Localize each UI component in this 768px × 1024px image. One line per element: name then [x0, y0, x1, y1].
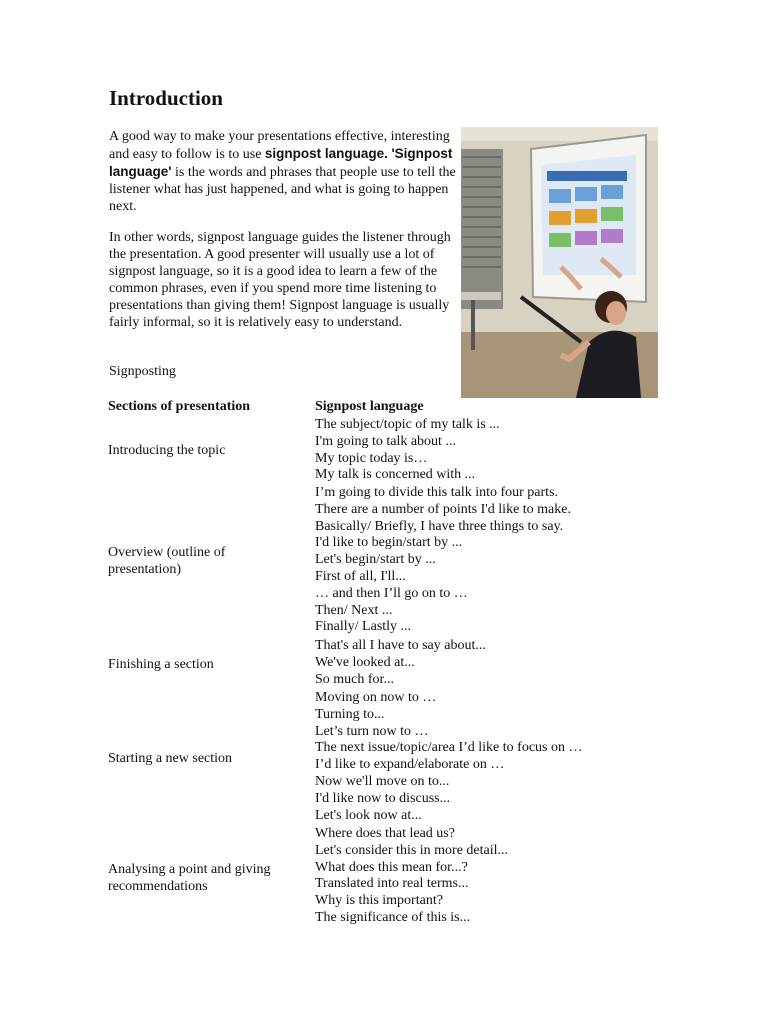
phrase-item: The subject/topic of my talk is ... — [315, 417, 500, 432]
signposting-label: Signposting — [109, 364, 176, 379]
section-label-analysing: Analysing a point and giving recommendations — [108, 862, 271, 894]
intro-text-1: A good way to make your presentations effective, interesting and easy to follow is to use — [109, 129, 450, 162]
phrase-item: Let's consider this in more detail... — [315, 842, 509, 858]
phrase-item: My topic today is… — [315, 450, 428, 466]
section-label-introducing: Introducing the topic — [108, 443, 226, 458]
phrase-item: The significance of this is... — [315, 909, 471, 925]
section-label-starting: Starting a new section — [108, 751, 233, 766]
intro-bold-2: 'Signpost language' — [109, 145, 453, 179]
phrases-introducing — [315, 417, 500, 484]
phrase-item: Finally/ Lastly ... — [315, 619, 412, 635]
phrase-item: I'd like now to discuss... — [315, 790, 451, 806]
phrase-item: Basically/ Briefly, I have three things to say. — [315, 518, 564, 534]
phrase-item: Now we'll move on to... — [315, 773, 450, 789]
table-header-signpost: Signpost language — [315, 399, 424, 414]
phrase-item: My talk is concerned with ... — [315, 467, 476, 483]
section-label-finishing: Finishing a section — [108, 657, 214, 672]
phrase-item: I'd like to begin/start by ... — [315, 535, 463, 551]
phrase-item: So much for... — [315, 671, 394, 687]
phrase-item: I’m going to divide this talk into four parts. — [315, 485, 559, 500]
phrase-item: Let’s turn now to … — [315, 723, 429, 739]
phrase-item: That's all I have to say about... — [315, 638, 486, 653]
phrases-analysing — [315, 826, 508, 927]
phrase-item: Translated into real terms... — [315, 876, 469, 892]
phrase-item: Let's look now at... — [315, 807, 422, 823]
table-header-sections: Sections of presentation — [108, 399, 251, 414]
phrase-item: … and then I’ll go on to … — [315, 585, 468, 601]
phrase-item: What does this mean for...? — [315, 859, 468, 875]
page-title: Introduction — [109, 86, 223, 110]
phrase-item: I'm going to talk about ... — [315, 433, 456, 449]
phrases-overview — [315, 485, 571, 636]
phrase-item: Where does that lead us? — [315, 826, 455, 841]
presenter-photo — [461, 127, 658, 398]
intro-bold-1: signpost language. — [264, 145, 388, 161]
intro-text-3: is the words and phrases that people use to tell the listener what has just happened, and what is going to happen next. — [109, 164, 456, 214]
phrase-item: Turning to... — [315, 706, 385, 722]
phrase-item: We've looked at... — [315, 654, 415, 670]
phrase-item: The next issue/topic/area I’d like to focus on … — [315, 740, 583, 756]
phrase-item: I’d like to expand/elaborate on … — [315, 757, 505, 773]
section-label-overview: Overview (outline of presentation) — [108, 545, 226, 577]
phrase-item: Moving on now to … — [315, 690, 437, 705]
phrase-item: First of all, I'll... — [315, 568, 406, 584]
phrase-item: There are a number of points I'd like to make. — [315, 501, 571, 517]
phrase-item: Let's begin/start by ... — [315, 552, 436, 568]
phrase-item: Why is this important? — [315, 893, 443, 909]
intro-paragraph-1 — [109, 129, 469, 216]
phrase-item: Then/ Next ... — [315, 602, 393, 618]
intro-paragraph-2: In other words, signpost language guides the listener through the presentation. A good presenter will usually use a lot of signpost language, so it is a good idea to learn a few of the common phrases, even if you spend more time listening to presentations than giving them! Signpost language is usually fairly informal, so it is relatively easy to understand. — [109, 230, 451, 330]
phrases-finishing — [315, 638, 486, 688]
phrases-starting — [315, 690, 582, 824]
